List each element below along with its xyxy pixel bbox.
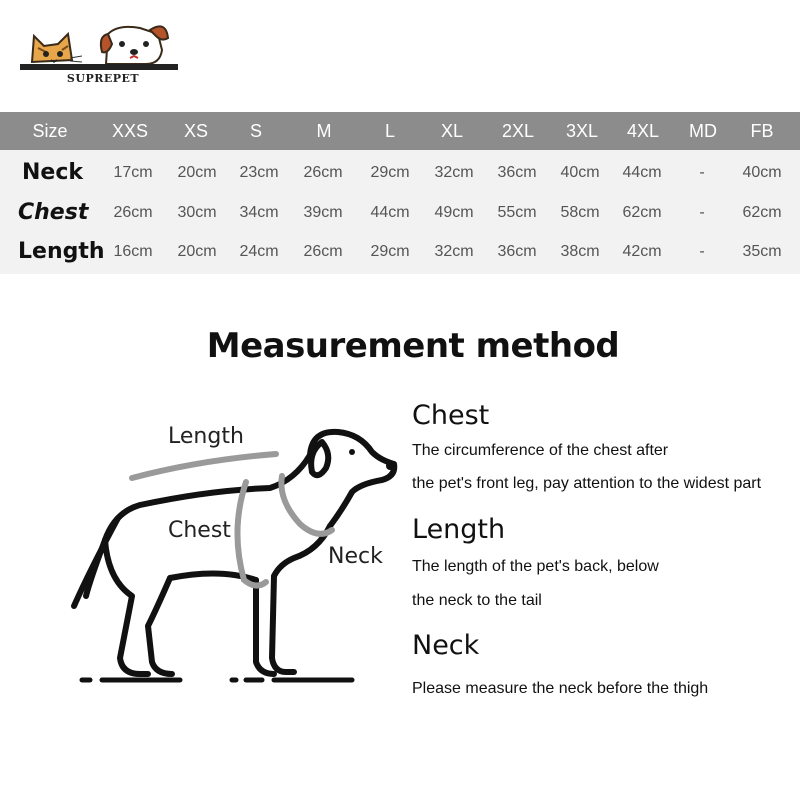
diagram-neck-label: Neck xyxy=(328,544,383,569)
table-cell: 26cm xyxy=(303,164,343,181)
table-cell: 35cm xyxy=(742,243,782,260)
brand-name: SUPREPET xyxy=(66,72,140,85)
header-size-md: MD xyxy=(689,121,717,141)
diagram-length-label: Length xyxy=(168,424,244,449)
table-cell: 24cm xyxy=(239,243,279,260)
chest-desc-line-1: The circumference of the chest after xyxy=(412,442,669,459)
table-cell: 30cm xyxy=(177,204,217,221)
table-cell: 62cm xyxy=(742,204,782,221)
table-cell: - xyxy=(699,243,705,260)
row-label-chest: Chest xyxy=(18,200,89,225)
header-size-xl: XL xyxy=(440,121,464,141)
header-size-2xl: 2XL xyxy=(501,121,535,141)
length-title: Length xyxy=(412,514,506,545)
table-cell: 32cm xyxy=(434,164,474,181)
length-desc-line-1: The length of the pet's back, below xyxy=(412,558,659,575)
table-cell: 40cm xyxy=(560,164,600,181)
neck-desc-line-1: Please measure the neck before the thigh xyxy=(412,680,709,697)
cat-and-dog-logo-icon xyxy=(18,14,180,76)
table-cell: 20cm xyxy=(177,164,217,181)
table-cell: 36cm xyxy=(497,243,537,260)
header-size-xs: XS xyxy=(183,121,208,141)
table-cell: 32cm xyxy=(434,243,474,260)
table-cell: 39cm xyxy=(303,204,343,221)
table-cell: - xyxy=(699,164,705,181)
table-row-neck xyxy=(0,153,800,193)
neck-title: Neck xyxy=(412,630,480,661)
size-table xyxy=(0,112,800,274)
table-cell: 49cm xyxy=(434,204,474,221)
table-cell: 26cm xyxy=(113,204,153,221)
table-row-length xyxy=(0,232,800,272)
header-size-label: Size xyxy=(32,121,68,141)
table-cell: 17cm xyxy=(113,164,153,181)
table-cell: 40cm xyxy=(742,164,782,181)
row-label-length: Length xyxy=(18,239,105,264)
header-size-l: L xyxy=(384,121,395,141)
table-cell: 58cm xyxy=(560,204,600,221)
chest-desc-line-2: the pet's front leg, pay attention to the widest part xyxy=(412,475,762,492)
chest-title: Chest xyxy=(412,400,490,431)
table-cell: 44cm xyxy=(370,204,410,221)
header-size-xxs: XXS xyxy=(111,121,149,141)
table-cell: 38cm xyxy=(560,243,600,260)
dog-diagram xyxy=(60,400,400,695)
section-title: Measurement method xyxy=(206,326,620,366)
diagram-chest-label: Chest xyxy=(168,518,231,543)
table-cell: 62cm xyxy=(622,204,662,221)
length-desc-line-2: the neck to the tail xyxy=(412,592,542,609)
brand-logo xyxy=(18,14,180,86)
table-cell: 44cm xyxy=(622,164,662,181)
table-cell: 42cm xyxy=(622,243,662,260)
header-size-3xl: 3XL xyxy=(565,121,599,141)
table-row-chest xyxy=(0,193,800,233)
table-cell: 23cm xyxy=(239,164,279,181)
table-cell: 16cm xyxy=(113,243,153,260)
header-size-m: M xyxy=(316,121,332,141)
table-cell: 29cm xyxy=(370,243,410,260)
table-header xyxy=(0,112,800,150)
table-cell: 29cm xyxy=(370,164,410,181)
header-size-s: S xyxy=(249,121,262,141)
table-cell: 55cm xyxy=(497,204,537,221)
table-cell: - xyxy=(699,204,705,221)
table-cell: 26cm xyxy=(303,243,343,260)
table-cell: 20cm xyxy=(177,243,217,260)
table-cell: 36cm xyxy=(497,164,537,181)
table-cell: 34cm xyxy=(239,204,279,221)
header-size-fb: FB xyxy=(750,121,774,141)
header-size-4xl: 4XL xyxy=(626,121,660,141)
row-label-neck: Neck xyxy=(22,160,84,185)
